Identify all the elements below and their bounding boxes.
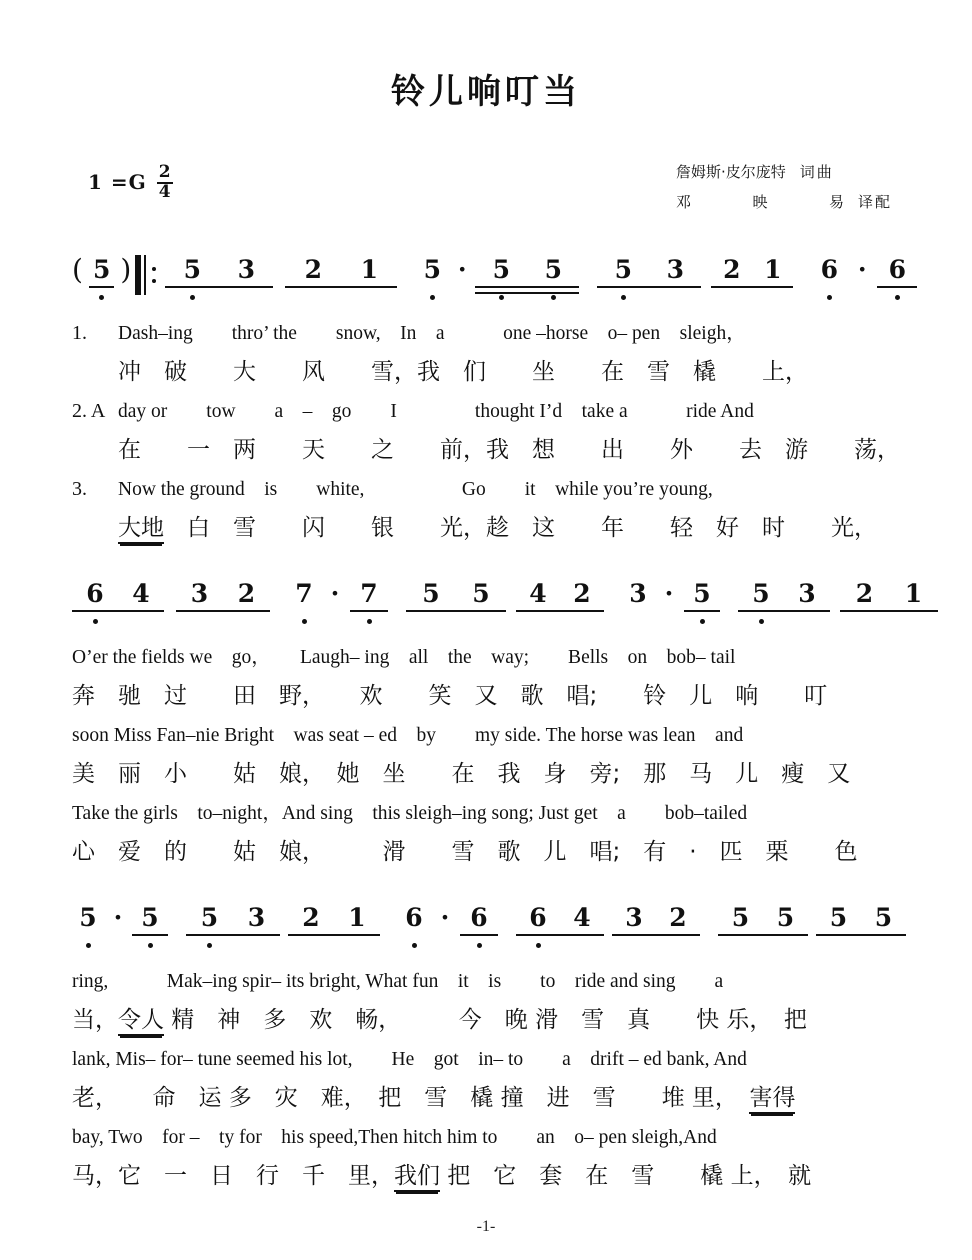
lyric-text-cn: 冲 破 大 风 雪，我 们 坐 在 雪 橇 上，	[118, 359, 808, 385]
lyric-text-cn: 在 一 两 天 之 前，我 想 出 外 去 游 荡，	[118, 437, 900, 463]
lyric-line-en	[72, 1121, 900, 1157]
lyric-text-en: ring, Mak–ing spir– its bright, What fun it is to ride and sing a	[72, 971, 724, 992]
lyric-text-cn: 心 爱 的 姑 娘， 滑 雪 歌 儿 唱; 有 · 匹 栗 色	[72, 839, 858, 865]
note: 3	[190, 579, 209, 608]
beam-group	[176, 579, 270, 609]
lyric-line-en	[72, 473, 900, 509]
note: 5	[165, 255, 219, 285]
note: 2	[302, 903, 320, 932]
note: 6	[811, 255, 847, 285]
note: 3	[629, 579, 647, 608]
measure	[811, 255, 917, 313]
music-system-1	[72, 253, 906, 545]
note: 5	[472, 579, 490, 608]
measure	[738, 579, 938, 637]
lyric-line-en	[72, 1043, 900, 1079]
lyric-text-cn: 当，令人 精 神 多 欢 畅， 今 晚 滑 雪 真 快 乐， 把	[72, 1001, 807, 1034]
lyrics-block-1	[72, 317, 900, 545]
repeat-dots	[149, 255, 159, 295]
note: 3	[798, 579, 816, 608]
lyric-text-cn: 老， 命 运 多 灾 难， 把 雪 橇 撞 进 雪 堆 里， 害得	[72, 1079, 795, 1112]
lyric-line-cn	[72, 353, 900, 389]
lyric-text-en: soon Miss Fan–nie Bright was seat – ed by my side. The horse was lean and	[72, 725, 744, 746]
lyric-line-en	[72, 317, 900, 353]
note: 5	[475, 255, 527, 285]
beam-group	[516, 579, 604, 609]
beam-group	[840, 579, 938, 609]
measure	[597, 255, 793, 313]
note: 1	[764, 255, 782, 284]
beam-group	[718, 903, 808, 933]
beam-group	[816, 903, 906, 933]
note: 2	[573, 579, 591, 608]
measure	[406, 579, 604, 637]
page-number: -1-	[476, 1218, 496, 1235]
lyric-line-en	[72, 965, 900, 1001]
music-system-3	[72, 903, 900, 1193]
note: 5	[731, 903, 750, 932]
notation-line-3	[72, 903, 900, 961]
composer-name: 詹姆斯·皮尔庞特	[675, 163, 786, 181]
repeat-thin-bar	[144, 255, 146, 295]
pickup-note-group	[72, 255, 131, 285]
paren-close: )	[120, 253, 132, 286]
lyric-text-cn: 大地 白 雪 闪 银 光，趁 这 年 轻 好 时 光，	[118, 509, 877, 542]
augmentation-dot: ·	[664, 579, 674, 608]
translator-credit	[676, 187, 892, 217]
measure	[72, 903, 168, 961]
lyric-text-en: bay, Two for – ty for his speed,Then hitch him to an o– pen sleigh,And	[72, 1127, 717, 1148]
beam-group	[877, 255, 917, 285]
note: 2	[237, 579, 256, 608]
augmentation-dot: ·	[857, 255, 867, 284]
meter-denominator: 4	[158, 181, 171, 202]
note: 7	[288, 579, 320, 609]
note: 5	[186, 903, 233, 933]
verse-number: 1.	[72, 322, 87, 344]
beam-group	[475, 255, 579, 285]
note: 2	[304, 255, 322, 284]
lyric-line-cn	[72, 1001, 900, 1037]
lyric-text-cn: 美 丽 小 姑 娘， 她 坐 在 我 身 旁; 那 马 儿 瘦 又	[72, 761, 851, 787]
note: 3	[247, 903, 266, 932]
beam-group	[288, 903, 380, 933]
beam-group	[72, 579, 164, 609]
note: 6	[72, 579, 118, 609]
measure	[718, 903, 906, 961]
note: 3	[666, 255, 684, 284]
beam-group	[684, 579, 720, 609]
beam-group	[460, 903, 498, 933]
note: 4	[132, 579, 150, 608]
note: 5	[738, 579, 784, 609]
beam-group	[132, 903, 168, 933]
verse-number: 2. A	[72, 400, 106, 422]
note: 6	[398, 903, 430, 933]
lyric-line-en	[72, 797, 900, 833]
lyric-text-en: Take the girls to–night，And sing this sleigh–ing song; Just get a bob–tailed	[72, 803, 748, 824]
lyric-line-cn	[72, 1157, 900, 1193]
notation-line-2	[72, 579, 923, 637]
note: 3	[237, 255, 255, 284]
translator-role: 译配	[857, 193, 892, 211]
pickup-note: 5	[93, 255, 110, 285]
lyrics-block-2	[72, 641, 900, 869]
lyric-line-en	[72, 719, 900, 755]
note: 2	[855, 579, 874, 608]
beam-group	[165, 255, 273, 285]
time-signature	[157, 164, 173, 202]
beam-group	[738, 579, 830, 609]
lyric-text-en: Dash–ing thro’ the snow, In a one –horse o– pen sleigh，	[118, 323, 746, 344]
lyric-line-cn	[72, 755, 900, 791]
beam-group	[406, 579, 506, 609]
note: 5	[527, 255, 579, 285]
lyric-line-cn	[72, 431, 900, 467]
music-system-2	[72, 579, 923, 869]
beam-group	[516, 903, 604, 933]
score-header	[72, 151, 900, 229]
note: 5	[874, 903, 893, 932]
note: 1	[348, 903, 366, 932]
note: 2	[669, 903, 687, 932]
note: 1	[904, 579, 923, 608]
note: 4	[529, 579, 547, 608]
lyric-line-cn	[72, 509, 900, 545]
composer-role: 词曲	[799, 163, 834, 181]
measure	[186, 903, 380, 961]
augmentation-dot: ·	[330, 579, 340, 608]
notation-line-1	[72, 253, 906, 313]
measure	[72, 579, 270, 637]
beam-group	[597, 255, 701, 285]
beam-group	[350, 579, 388, 609]
note: 1	[360, 255, 378, 284]
note: 6	[877, 255, 917, 285]
paren-open: (	[72, 253, 83, 286]
key-label: 1 =G	[88, 169, 147, 194]
repeat-thick-bar	[135, 255, 141, 295]
lyric-line-cn	[72, 833, 900, 869]
lyric-line-en	[72, 641, 900, 677]
note: 5	[684, 579, 720, 609]
meter-numerator: 2	[158, 162, 171, 182]
note: 6	[460, 903, 498, 933]
measure	[398, 903, 498, 961]
note: 5	[422, 579, 440, 608]
lyric-text-cn: 奔 驰 过 田 野， 欢 笑 又 歌 唱; 铃 儿 响 叮	[72, 683, 828, 709]
augmentation-dot: ·	[113, 903, 123, 932]
key-signature	[88, 163, 173, 201]
lyric-text-en: lank, Mis– for– tune seemed his lot, He got in– to a drift – ed bank, And	[72, 1049, 747, 1070]
note: 7	[350, 579, 388, 609]
lyric-text-en: Now the ground is white, Go it while you’re young,	[118, 479, 713, 500]
lyric-line-cn	[72, 677, 900, 713]
measure	[288, 579, 388, 637]
measure	[516, 903, 700, 961]
note: 5	[72, 903, 104, 933]
note: 5	[776, 903, 795, 932]
credits	[676, 157, 892, 217]
lyric-text-en: day or tow a – go I thought I’d take a ride And	[118, 401, 754, 422]
translator-name: 邓 映 易	[675, 193, 844, 211]
verse-number: 3.	[72, 478, 87, 500]
note: 3	[625, 903, 643, 932]
lyric-text-cn: 马，它 一 日 行 千 里，我们 把 它 套 在 雪 橇 上， 就	[72, 1157, 811, 1190]
note: 5	[597, 255, 649, 285]
beam-group	[612, 903, 700, 933]
page-title: 铃儿响叮当	[391, 72, 581, 112]
lyrics-block-3	[72, 965, 900, 1193]
note: 6	[516, 903, 560, 933]
repeat-start-sign	[135, 255, 159, 295]
composer-credit	[676, 157, 892, 187]
measure	[165, 255, 397, 313]
augmentation-dot: ·	[440, 903, 450, 932]
augmentation-dot: ·	[457, 255, 467, 284]
lyric-line-cn	[72, 1079, 900, 1115]
beam-group	[285, 255, 397, 285]
note: 4	[573, 903, 591, 932]
lyric-line-en	[72, 395, 900, 431]
note: 5	[829, 903, 848, 932]
lyric-text-en: O’er the fields we go， Laugh– ing all the way; Bells on bob– tail	[72, 647, 736, 668]
note: 2	[723, 255, 741, 284]
measure	[622, 579, 720, 637]
note: 5	[415, 255, 449, 285]
measure	[415, 255, 579, 313]
beam-group	[186, 903, 280, 933]
note: 5	[132, 903, 168, 933]
beam-group	[711, 255, 793, 285]
